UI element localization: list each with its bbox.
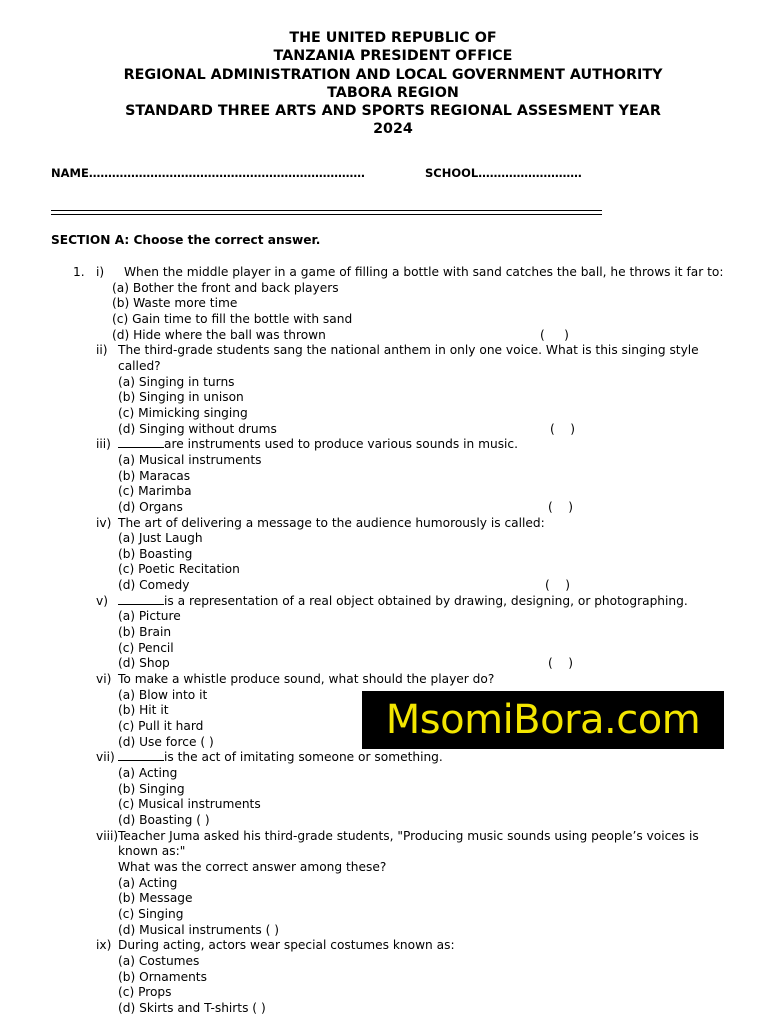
answer-blank — [118, 594, 164, 605]
question-stem-line-2: known as:" — [118, 844, 186, 859]
question-stem: To make a whistle produce sound, what should the player do? — [118, 672, 495, 687]
option-b: (b) Hit it — [118, 703, 169, 718]
section-a-heading: SECTION A: Choose the correct answer. — [51, 233, 321, 247]
option-c: (c) Marimba — [118, 484, 192, 499]
answer-bracket: ( ) — [540, 327, 569, 342]
question-item-ix — [0, 938, 768, 1016]
option-b: (b) Brain — [118, 625, 172, 640]
option-a: (a) Acting — [118, 766, 178, 780]
option-c: (c) Pencil — [118, 640, 174, 655]
option-d-row — [118, 578, 768, 594]
option-c: (c) Gain time to fill the bottle with sand — [112, 311, 353, 326]
option-a: (a) Singing in turns — [118, 374, 235, 389]
answer-bracket: ( ) — [548, 499, 574, 514]
question-stem: During acting, actors wear special costumes known as: — [118, 938, 455, 953]
option-a: (a) Blow into it — [118, 687, 208, 702]
option-d: (d) Musical instruments ( ) — [118, 922, 279, 937]
option-b: (b) Singing in unison — [118, 390, 244, 405]
header-line-5: STANDARD THREE ARTS AND SPORTS REGIONAL ASSESMENT YEAR — [125, 103, 661, 120]
question-stem-line-2: called? — [118, 358, 161, 373]
answer-blank — [118, 437, 164, 448]
question-stem-line-1: Teacher Juma asked his third-grade students, "Producing music sounds using people’s voices is — [118, 828, 699, 843]
option-d: (d) Singing without drums — [118, 421, 277, 436]
option-c: (c) Props — [118, 985, 172, 1000]
question-stem: The art of delivering a message to the audience humorously is called: — [118, 515, 545, 530]
option-c: (c) Poetic Recitation — [118, 562, 240, 577]
question-stem-line-3: What was the correct answer among these? — [118, 859, 387, 874]
question-item-i — [0, 265, 768, 343]
header-line-6: 2024 — [373, 121, 413, 138]
question-stem-line-1: The third-grade students sang the national anthem in only one voice. What is this singing style — [118, 343, 699, 358]
option-d: (d) Hide where the ball was thrown — [112, 327, 326, 342]
option-c: (c) Pull it hard — [118, 719, 204, 734]
option-b: (b) Maracas — [118, 468, 191, 483]
question-item-viii — [0, 829, 768, 939]
question-roman: ii) — [96, 343, 108, 358]
question-roman: vii) — [96, 750, 115, 765]
option-a: (a) Bother the front and back players — [112, 280, 339, 295]
option-b: (b) Ornaments — [118, 969, 207, 984]
question-stem: is a representation of a real object obtained by drawing, designing, or photographing. — [164, 593, 688, 608]
question-item-v — [0, 594, 768, 672]
option-d: (d) Boasting ( ) — [118, 812, 210, 827]
option-d: (d) Skirts and T-shirts ( ) — [118, 1000, 266, 1015]
option-a: (a) Acting — [118, 875, 178, 890]
question-stem: is the act of imitating someone or something. — [164, 750, 443, 765]
option-a: (a) Costumes — [118, 953, 200, 968]
question-list — [0, 265, 768, 1017]
header-line-4: TABORA REGION — [327, 84, 459, 101]
option-b: (b) Message — [118, 891, 193, 906]
question-item-ii — [0, 343, 768, 437]
question-roman: viii) — [96, 828, 119, 843]
option-d: (d) Comedy — [118, 578, 190, 593]
option-b: (b) Singing — [118, 781, 185, 796]
question-number: 1. — [73, 265, 85, 279]
exam-header — [0, 29, 768, 139]
question-roman: ix) — [96, 938, 112, 953]
option-a: (a) Just Laugh — [118, 531, 203, 546]
option-b: (b) Boasting — [118, 546, 193, 561]
question-roman: i) — [96, 265, 105, 279]
option-d: (d) Organs — [118, 499, 183, 514]
answer-bracket: ( ) — [550, 421, 576, 436]
school-field: SCHOOL……………………… — [425, 166, 582, 180]
question-roman: iv) — [96, 515, 112, 530]
msomibora-watermark-logo: MsomiBora.com — [362, 691, 724, 749]
question-roman: v) — [96, 593, 108, 608]
name-field: NAME……………………………………………………………… — [51, 166, 365, 180]
option-a: (a) Musical instruments — [118, 452, 262, 467]
question-item-iv — [0, 516, 768, 594]
question-roman: vi) — [96, 672, 112, 687]
option-d-row — [118, 422, 768, 438]
answer-blank — [118, 750, 164, 761]
option-a: (a) Picture — [118, 609, 181, 624]
option-c: (c) Musical instruments — [118, 797, 261, 812]
option-d: (d) Use force ( ) — [118, 734, 214, 749]
answer-bracket: ( ) — [545, 578, 571, 593]
option-c: (c) Mimicking singing — [118, 405, 248, 420]
option-b: (b) Waste more time — [112, 296, 238, 311]
question-roman: iii) — [96, 437, 111, 452]
answer-bracket: ( ) — [548, 656, 574, 671]
question-stem: When the middle player in a game of filling a bottle with sand catches the ball, he throws it far to: — [124, 265, 724, 279]
question-item-iii — [0, 437, 768, 515]
option-d-row — [118, 500, 768, 516]
question-item-vii — [0, 750, 768, 828]
header-line-3: REGIONAL ADMINISTRATION AND LOCAL GOVERNMENT AUTHORITY — [123, 66, 663, 83]
divider-line-bottom — [51, 214, 602, 215]
option-c: (c) Singing — [118, 906, 184, 921]
header-line-2: TANZANIA PRESIDENT OFFICE — [273, 48, 513, 65]
option-d-row — [118, 656, 768, 672]
divider-line-top — [51, 210, 602, 211]
header-line-1: THE UNITED REPUBLIC OF — [289, 30, 497, 46]
option-d-row — [112, 328, 768, 344]
option-d: (d) Shop — [118, 656, 170, 671]
question-stem: are instruments used to produce various sounds in music. — [164, 437, 519, 452]
